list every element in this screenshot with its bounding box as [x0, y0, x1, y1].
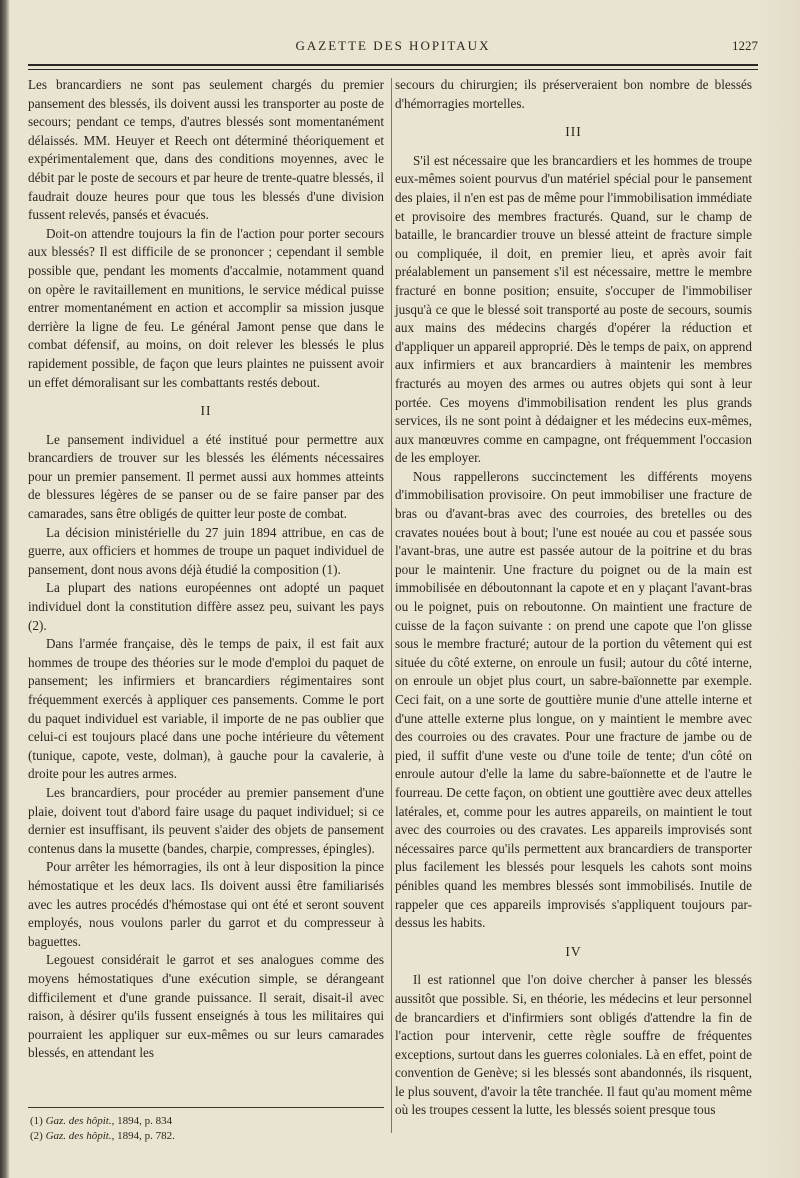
footnote-rule — [28, 1107, 384, 1108]
column-divider — [391, 78, 392, 1133]
right-column — [395, 76, 752, 1120]
footnote-source: Gaz. des hôpit. — [45, 1130, 112, 1142]
page-number: 1227 — [732, 38, 758, 53]
footnote-2 — [28, 1129, 384, 1144]
footnote-mark: (1) — [30, 1115, 43, 1127]
paragraph: S'il est nécessaire que les brancardiers et les hommes de troupe eux-mêmes soient pourvus d'un matériel spécial pour le pansement des plaies, il n'en est pas de même pour l'immobilisation immédiate et provisoire des membres fracturés. Quand, sur le champ de bataille, le brancardier trouve un blessé atteint de fracture simple ou compliquée, il doit, en premier lieu, et après avoir fait préalablement un pansement s'il est nécessaire, mettre le membre fracturé en bonne position; ensuite, s'occuper de l'immobiliser jusqu'à ce que le blessé soit transporté au poste de secours, soumis aux mains des médecins chargés d'opérer la réduction et d'appliquer un appareil approprié. Dès le temps de paix, on apprend aux infirmiers et aux brancardiers à maintenir les membres fracturés au moyen des armes ou autres objets qui sont à leur portée. Ces moyens d'immobilisation rendent les plus grands services, ils ne sont point à dédaigner et les médecins eux-mêmes, aux manœuvres comme en campagne, ont fréquemment l'occasion de les employer. — [395, 152, 752, 466]
section-heading-3: III — [565, 124, 582, 140]
running-title: GAZETTE DES HOPITAUX — [295, 38, 491, 53]
paragraph: Doit-on attendre toujours la fin de l'action pour porter secours aux blessés? Il est difficile de se prononcer ; cependant il semble possible que, pendant les moments d'accalmie, notamment quand on opère le ravitaillement en munitions, le service médical puisse entrer momentanément en action et accomplir sa mission jusque derrière la ligne de feu. Le général Jamont pense que dans le combat défensif, au moins, on doit relever les blessés le plus rapidement possible, de façon que leurs plaintes ne puissent avoir un effet démoralisant sur les combattants restés debout. — [28, 225, 384, 390]
paragraph: Legouest considérait le garrot et ses analogues comme des moyens hémostatiques d'une exécution simple, se dérangeant difficilement et d'une grande puissance. Il serait, disait-il avec raison, à désirer qu'ils fussent enseignés à tous les militaires qui pourraient les appliquer sur eux-mêmes ou sur leurs camarades blessés, en attendant les — [28, 952, 384, 1061]
footnote-source: Gaz. des hôpit. — [45, 1115, 112, 1127]
paragraph: La plupart des nations européennes ont adopté un paquet individuel dont la constitution diffère assez peu, suivant les pays (2). — [28, 580, 384, 633]
paragraph: Les brancardiers, pour procéder au premier pansement d'une plaie, doivent tout d'abord faire usage du paquet individuel; si ce dernier est insuffisant, ils peuvent s'aider des objets de pansement contenus dans la musette (bandes, charpie, compresses, épingles). — [28, 784, 384, 856]
section-heading-4: IV — [565, 943, 582, 959]
paragraph: Il est rationnel que l'on doive chercher à panser les blessés aussitôt que possible. Si, en théorie, les médecins et leur personnel de brancardiers et d'infirmiers sont obligés d'attendre la fin de l'action pour intervenir, cette règle souffre de fréquentes exceptions, surtout dans les guerres coloniales. Là en effet, point de convention de Genève; si les blessés sont abandonnés, ils risquent, le plus souvent, d'avoir la tête tranchée. Il faut qu'au moment même où les troupes cessent la lutte, les blessés soient presque tous — [395, 972, 752, 1118]
left-column — [28, 76, 384, 1063]
footnote-reference: , 1894, p. 782. — [111, 1130, 175, 1142]
book-spine-shadow — [0, 0, 10, 1178]
footnotes — [28, 1107, 384, 1144]
header-rule-thick — [28, 64, 758, 66]
paragraph: Pour arrêter les hémorragies, ils ont à leur disposition la pince hémostatique et les deux lacs. Ils doivent aussi être familiarisés avec les autres procédés d'hémostase qui ont été et seront souvent employés, nous voulons parler du garrot et du compresseur à baguettes. — [28, 859, 384, 949]
page-header — [28, 38, 758, 60]
section-heading-2: II — [200, 403, 212, 419]
paragraph: Le pansement individuel a été institué pour permettre aux brancardiers de trouver sur les blessés les éléments nécessaires pour un premier pansement. Il permet aussi aux hommes atteints de blessures légères de se panser ou de se faire panser par des camarades, sans être obligés de quitter leur poste de combat. — [28, 431, 384, 522]
footnote-1 — [28, 1114, 384, 1129]
paragraph: Nous rappellerons succinctement les différents moyens d'immobilisation provisoire. On peut immobiliser une fracture de bras ou d'avant-bras avec des courroies, des bretelles ou des cravates nouées bout à bout; l'une est nouée au cou et passée sous l'avant-bras, une autre est passée autour de la poitrine et du bras pour le maintenir. Une fracture du poignet ou de la main est immobilisée en déboutonnant la capote et en y plaçant l'avant-bras ou le poignet, puis on reboutonne. On maintient une fracture de cuisse de la façon suivante : on prend une capote que l'on glisse sous le membre fracturé; autour de la portion du vêtement qui est située du côté externe, on enroule un fusil; autour du côté interne, on enroule un objet plus court, un sabre-baïonnette par exemple. Ceci fait, on a une sorte de gouttière munie d'une attelle interne et d'une attelle externe plus longue, on y maintient le membre avec des courroies ou des cravates. Pour une fracture de jambe ou de pied, il suffit d'une veste ou d'une toile de tente; d'un côté on enroule autour d'elle la lame du sabre-baïonnette et de l'autre le fourreau. De cette façon, on obtient une gouttière avec deux attelles latérales, et, comme pour les autres appareils, on maintient le tout avec des courroies ou des cravates. Les appareils improvisés sont nécessaires parce qu'ils permettent aux brancardiers de transporter plus facilement les blessés pour lesquels les cahots sont moins pénibles quand les membres blessés sont immobilisés. Inutile de rappeler que ces appareils improvisés s'appliquent toujours par-dessus les habits. — [395, 468, 752, 931]
paragraph: secours du chirurgien; ils préserveraient bon nombre de blessés d'hémorragies mortelles. — [395, 77, 752, 111]
paragraph: Dans l'armée française, dès le temps de paix, il est fait aux hommes de troupe des théories sur le mode d'emploi du paquet de pansement; les infirmiers et brancardiers régimentaires sont fréquemment exercés à appliquer ces pansements. Comme le port du paquet individuel est variable, il importe de ne pas oublier que celui-ci est toujours placé dans une poche intérieure du vêtement (tunique, capote, veste, dolman), à gauche pour la cavalerie, à droite pour les autres armes. — [28, 636, 384, 782]
footnote-reference: , 1894, p. 834 — [111, 1115, 173, 1127]
footnote-mark: (2) — [30, 1130, 43, 1142]
paragraph: La décision ministérielle du 27 juin 1894 attribue, en cas de guerre, aux officiers et hommes de troupe un paquet individuel de pansement, dont nous avons déjà étudié la composition (1). — [28, 524, 384, 577]
header-rule-thin — [28, 69, 758, 70]
page-edge — [756, 0, 800, 1178]
journal-page — [28, 0, 758, 1178]
paragraph: Les brancardiers ne sont pas seulement chargés du premier pansement des blessés, ils doivent aussi les transporter au poste de secours; pendant ce temps, d'autres blessés sont momentanément délaissés. MM. Heuyer et Reech ont déterminé théoriquement et expérimentalement que, dans des conditions moyennes, avec le débit par le poste de secours et par heure de trente-quatre blessés, il faudrait douze heures pour que tous les blessés d'une division fussent relevés, pansés et évacués. — [28, 77, 384, 223]
